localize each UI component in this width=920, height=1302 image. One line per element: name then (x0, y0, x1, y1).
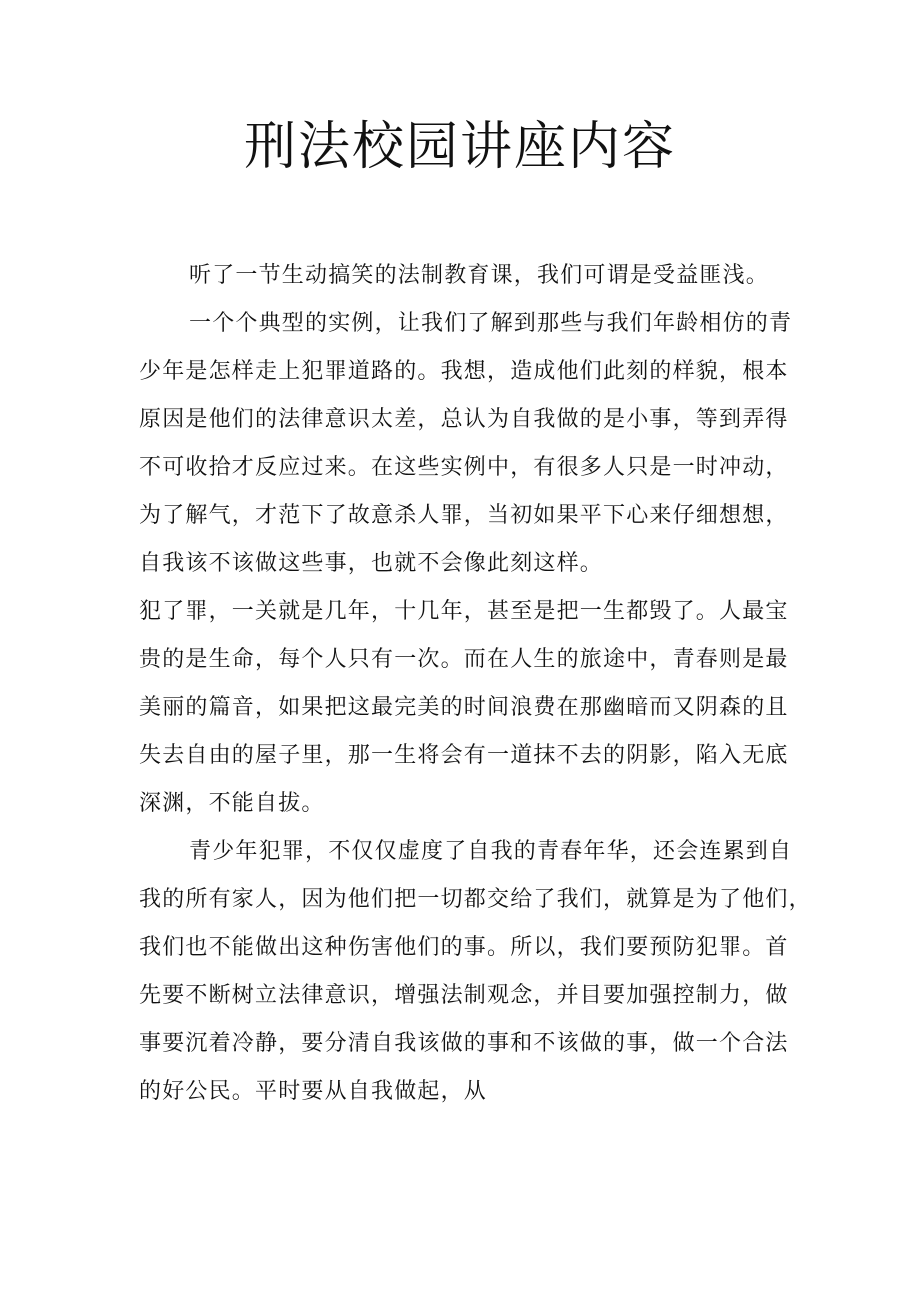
paragraph-line: 听了一节生动搞笑的法制教育课，我们可谓是受益匪浅。 (189, 263, 770, 288)
paragraph-line: 犯了罪，一关就是几年，十几年，甚至是把一生都毁了。人最宝 (139, 599, 789, 624)
paragraph-line: 美丽的篇音，如果把这最完美的时间浪费在那幽暗而又阴森的且 (139, 695, 789, 720)
paragraph-line: 我们也不能做出这种伤害他们的事。所以，我们要预防犯罪。首 (139, 935, 789, 960)
paragraph-line: 先要不断树立法律意识，增强法制观念，并目要加强控制力，做 (139, 983, 789, 1008)
paragraph-line: 贵的是生命，每个人只有一次。而在人生的旅途中，青春则是最 (139, 647, 789, 672)
paragraph-line: 自我该不该做这些事，也就不会像此刻这样。 (139, 551, 604, 576)
document-body (139, 252, 811, 1116)
paragraph-line: 原因是他们的法律意识太差，总认为自我做的是小事，等到弄得 (139, 407, 789, 432)
paragraph-line: 事要沉着冷静，要分清自我该做的事和不该做的事，做一个合法 (139, 1031, 789, 1056)
paragraph-line: 一个个典型的实例，让我们了解到那些与我们年龄相仿的青 (189, 311, 793, 336)
paragraph-line: 青少年犯罪，不仅仅虚度了自我的青春年华，还会连累到自 (189, 839, 793, 864)
paragraph-line: 我的所有家人，因为他们把一切都交给了我们，就算是为了他们， (139, 887, 812, 912)
paragraph-line: 失去自由的屋子里，那一生将会有一道抹不去的阴影，陷入无底 (139, 743, 789, 768)
document-title: 刑法校园讲座内容 (243, 117, 676, 177)
paragraph-line: 深渊，不能自拔。 (139, 791, 325, 816)
paragraph-line: 为了解气，才范下了故意杀人罪，当初如果平下心来仔细想想， (139, 503, 789, 528)
paragraph-line: 的好公民。平时要从自我做起，从 (139, 1079, 488, 1104)
paragraph-line: 少年是怎样走上犯罪道路的。我想，造成他们此刻的样貌，根本 (139, 359, 789, 384)
paragraph-line: 不可收拾才反应过来。在这些实例中，有很多人只是一时冲动， (139, 455, 789, 480)
